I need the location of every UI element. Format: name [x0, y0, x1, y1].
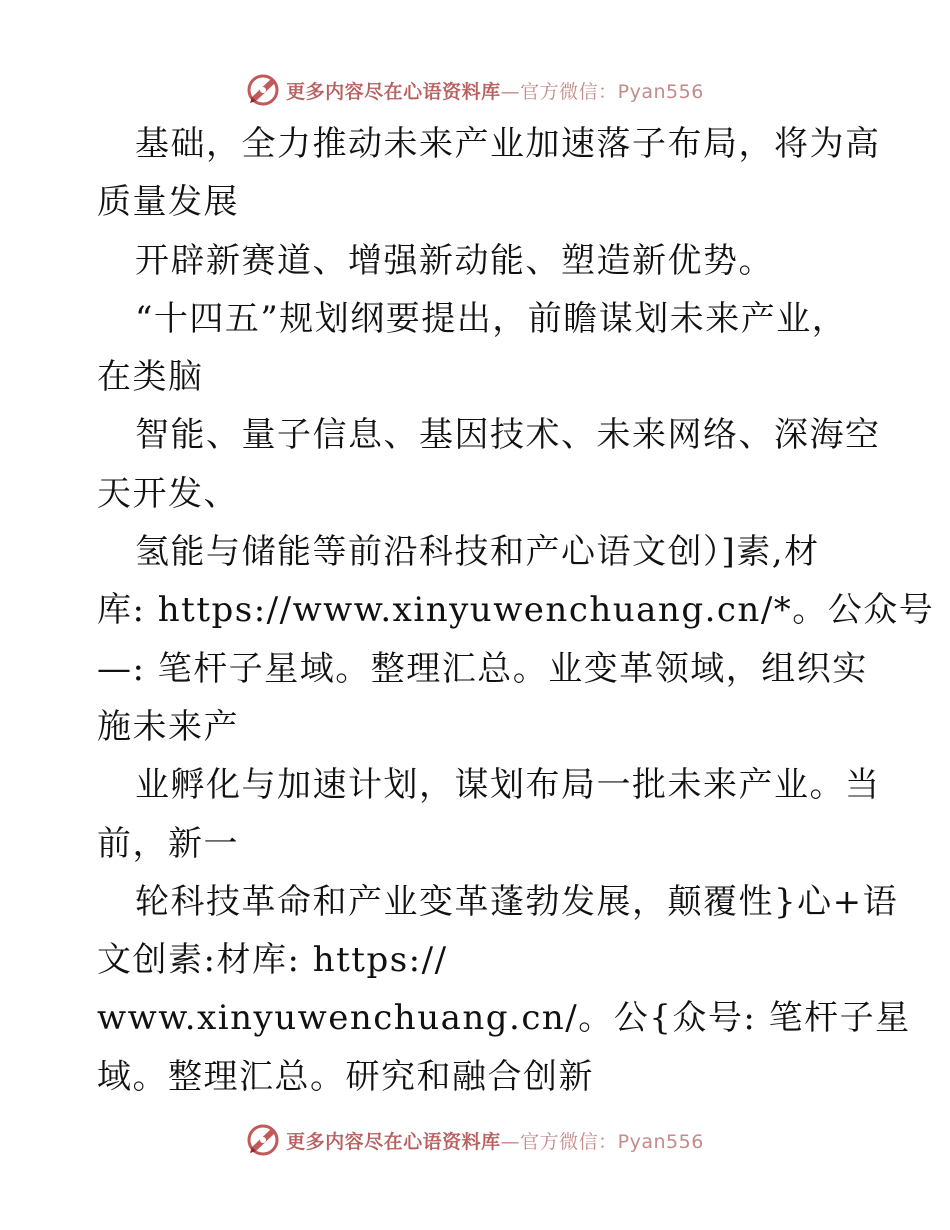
- banner-main-text: 更多内容尽在心语资料库: [286, 1130, 501, 1153]
- footer-banner-content: [246, 1123, 704, 1157]
- text-line: 开辟新赛道、增强新动能、塑造新优势。: [135, 240, 774, 281]
- document-body: [97, 115, 935, 1106]
- text-line: 氢能与储能等前沿科技和产心语文创）]素,材: [135, 532, 820, 573]
- text-line: 库: https://www.xinyuwenchuang.cn/*。公众号: [97, 590, 935, 631]
- text-line: 基础，全力推动未来产业加速落子布局，将为高: [135, 124, 881, 164]
- text-line: 业孵化与加速计划，谋划布局一批未来产业。当: [135, 765, 881, 806]
- text-line: 域。整理汇总。研究和融合创新: [97, 1056, 594, 1097]
- header-banner: [0, 70, 950, 110]
- text-line: www.xinyuwenchuang.cn/。公{众号: 笔杆子星: [97, 998, 911, 1039]
- header-banner-content: [246, 73, 704, 107]
- text-line: 文创素:材库: https://: [97, 940, 448, 981]
- footer-banner: [0, 1120, 950, 1160]
- text-line: 在类脑: [97, 357, 204, 398]
- banner-text: [286, 1127, 704, 1154]
- banner-main-text: 更多内容尽在心语资料库: [286, 80, 501, 103]
- text-line: —: 笔杆子星域。整理汇总。业变革领域，组织实: [97, 648, 868, 689]
- text-line: 轮科技革命和产业变革蓬勃发展，颠覆性}心+语: [135, 881, 899, 922]
- text-line: “十四五”规划纲要提出，前瞻谋划未来产业，: [135, 298, 848, 339]
- text-line: 施未来产: [97, 706, 239, 747]
- text-line: 前，新一: [97, 823, 239, 864]
- banner-sub-text: —官方微信：Pyan556: [500, 80, 704, 103]
- text-line: 天开发、: [97, 473, 239, 514]
- banner-text: [286, 77, 704, 104]
- banner-sub-text: —官方微信：Pyan556: [500, 1130, 704, 1153]
- logo-icon: [246, 73, 280, 107]
- text-line: 智能、量子信息、基因技术、未来网络、深海空: [135, 415, 881, 456]
- text-line: 质量发展: [97, 182, 239, 223]
- logo-icon: [246, 1123, 280, 1157]
